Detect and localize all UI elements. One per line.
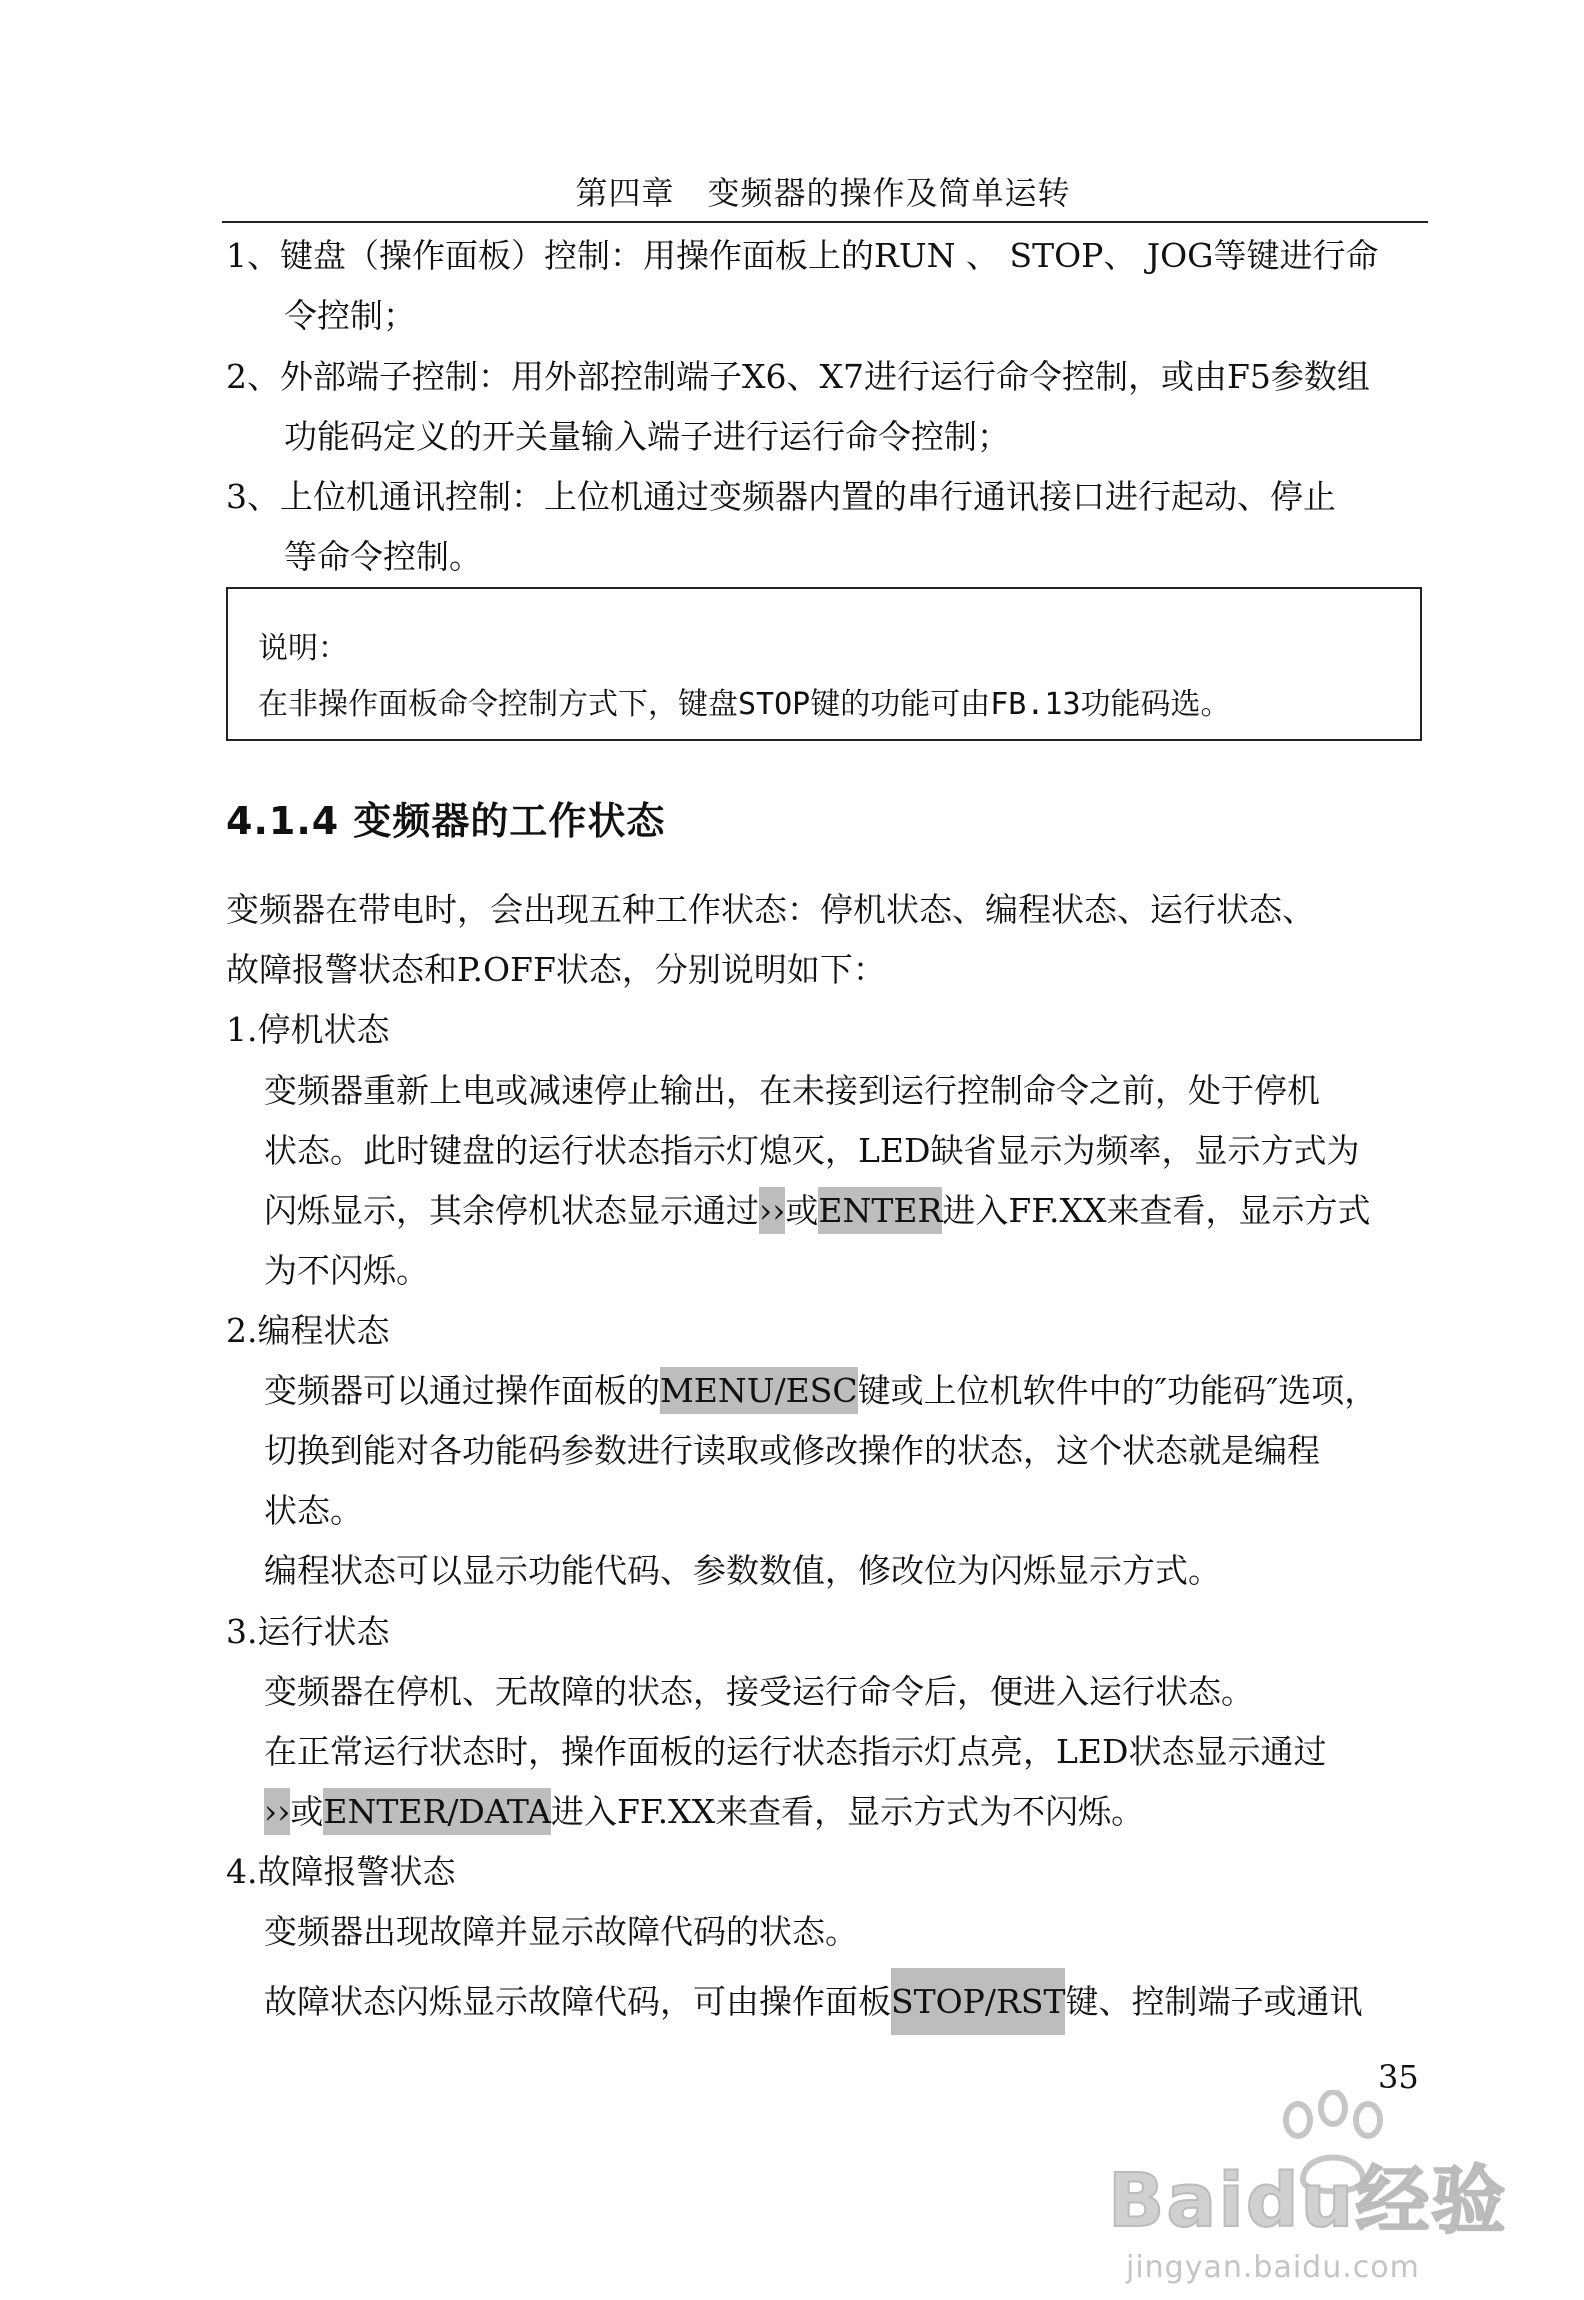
- list-item-terminal: 2、外部端子控制：用外部控制端子X6、X7进行运行命令控制，或由F5参数组: [226, 357, 1370, 396]
- run-state-line-1: 变频器在停机、无故障的状态，接受运行命令后，便进入运行状态。: [264, 1672, 1254, 1711]
- fault-state-line-2-pre: 故障状态闪烁显示故障代码，可由操作面板: [264, 1982, 891, 2021]
- stop-state-line-1: 变频器重新上电或减速停止输出，在未接到运行控制命令之前，处于停机: [264, 1071, 1320, 1110]
- run-state-line-2: 在正常运行状态时，操作面板的运行状态指示灯点亮，LED状态显示通过: [264, 1732, 1327, 1771]
- stop-state-line-3-post: 进入FF.XX来查看，显示方式: [942, 1191, 1371, 1230]
- stop-state-line-3-mid: 或: [785, 1191, 819, 1230]
- shift-key-label: ››: [264, 1788, 290, 1835]
- note-text: 在非操作面板命令控制方式下，键盘STOP键的功能可由FB.13功能码选。: [258, 687, 1231, 722]
- list-item-host-cont: 等命令控制。: [284, 537, 482, 576]
- baidu-watermark: [1108, 2090, 1568, 2290]
- enter-key-label: ENTER: [818, 1187, 942, 1234]
- section-title: 4.1.4 变频器的工作状态: [226, 799, 666, 843]
- note-title: 说明：: [258, 631, 348, 666]
- run-state-line-3: [264, 1790, 1144, 1834]
- stop-state-line-2: 状态。此时键盘的运行状态指示灯熄灭，LED缺省显示为频率，显示方式为: [264, 1131, 1360, 1170]
- intro-line-2: 故障报警状态和P.OFF状态，分别说明如下：: [226, 950, 886, 989]
- chapter-header: 第四章 变频器的操作及简单运转: [575, 174, 1071, 212]
- list-item-terminal-cont: 功能码定义的开关量输入端子进行运行命令控制；: [284, 417, 1010, 456]
- fault-state-line-1: 变频器出现故障并显示故障代码的状态。: [264, 1912, 858, 1951]
- stop-state-line-3: [264, 1189, 1370, 1233]
- note-box: [226, 587, 1422, 741]
- watermark-brand: Baidu经验: [1108, 2158, 1508, 2244]
- page-number: 35: [1378, 2058, 1419, 2096]
- shift-key-label: ››: [759, 1187, 785, 1234]
- stop-state-line-3-pre: 闪烁显示，其余停机状态显示通过: [264, 1191, 759, 1230]
- run-state-line-3-mid: 或: [290, 1792, 324, 1831]
- stop-state-heading: 1.停机状态: [226, 1010, 390, 1049]
- menu-esc-key-label: MENU/ESC: [660, 1367, 858, 1414]
- enter-data-key-label: ENTER/DATA: [323, 1788, 551, 1835]
- run-state-line-3-post: 进入FF.XX来查看，显示方式为不闪烁。: [550, 1792, 1145, 1831]
- fault-state-heading: 4.故障报警状态: [226, 1852, 456, 1891]
- program-state-line-4: 编程状态可以显示功能代码、参数数值，修改位为闪烁显示方式。: [264, 1551, 1221, 1590]
- list-item-keyboard-cont: 令控制；: [284, 296, 416, 335]
- program-state-line-1: [264, 1369, 1377, 1413]
- program-state-heading: 2.编程状态: [226, 1311, 390, 1350]
- fault-state-line-2: [264, 1980, 1362, 2024]
- fault-state-line-2-post: 键、控制端子或通讯: [1065, 1982, 1363, 2021]
- intro-line-1: 变频器在带电时，会出现五种工作状态：停机状态、编程状态、运行状态、: [226, 890, 1315, 929]
- stop-rst-key-label: STOP/RST: [891, 1968, 1065, 2035]
- program-state-line-1-post: 键或上位机软件中的″功能码″选项，: [857, 1371, 1378, 1410]
- program-state-line-2: 切换到能对各功能码参数进行读取或修改操作的状态，这个状态就是编程: [264, 1431, 1320, 1470]
- program-state-line-1-pre: 变频器可以通过操作面板的: [264, 1371, 660, 1410]
- program-state-line-3: 状态。: [264, 1491, 363, 1530]
- header-rule: [222, 221, 1428, 223]
- run-state-heading: 3.运行状态: [226, 1612, 390, 1651]
- watermark-site: jingyan.baidu.com: [1126, 2250, 1420, 2285]
- stop-state-line-4: 为不闪烁。: [264, 1251, 429, 1290]
- list-item-keyboard: 1、键盘（操作面板）控制：用操作面板上的RUN 、 STOP、 JOG等键进行命: [226, 236, 1379, 275]
- list-item-host: 3、上位机通讯控制：上位机通过变频器内置的串行通讯接口进行起动、停止: [226, 477, 1336, 516]
